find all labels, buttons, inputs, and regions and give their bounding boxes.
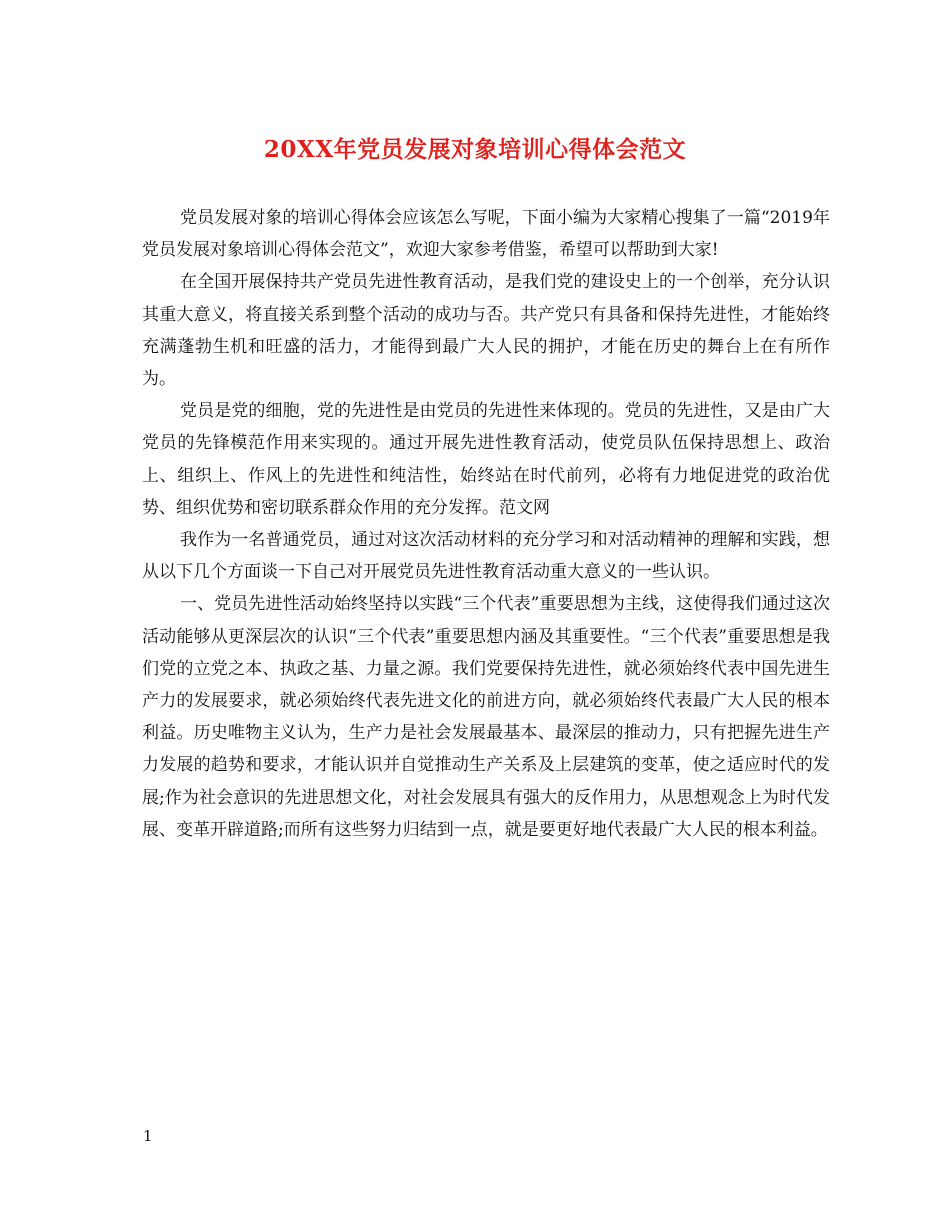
document-title: 20XX年党员发展对象培训心得体会范文 [263, 136, 687, 163]
paragraph-point-one: 一、党员先进性活动始终坚持以实践“三个代表”重要思想为主线，这使得我们通过这次活动能够从更深层次的认识“三个代表”重要思想内涵及其重要性。“三个代表”重要思想是我们党的立党之本、执政之基、力量之源。我们党要保持先进性，就必须始终代表中国先进生产力的发展要求，就必须始终代表先进文化的前进方向，就必须始终代表最广大人民的根本利益。历史唯物主义认为，生产力是社会发展最基本、最深层的推动力，只有把握先进生产力发展的趋势和要求，才能认识并自觉推动生产关系及上层建筑的变革，使之适应时代的发展;作为社会意识的先进思想文化，对社会发展具有强大的反作用力，从思想观念上为时代发展、变革开辟道路;而所有这些努力归结到一点，就是要更好地代表最广大人民的根本利益。 [142, 594, 830, 840]
paragraph-significance: 在全国开展保持共产党员先进性教育活动，是我们党的建设史上的一个创举，充分认识其重大意义，将直接关系到整个活动的成功与否。共产党只有具备和保持先进性，才能始终充满蓬勃生机和旺盛的活力，才能得到最广大人民的拥护，才能在历史的舞台上在有所作为。 [142, 272, 830, 390]
paragraph-party-members: 党员是党的细胞，党的先进性是由党员的先进性来体现的。党员的先进性，又是由广大党员的先锋模范作用来实现的。通过开展先进性教育活动，使党员队伍保持思想上、政治上、组织上、作风上的先进性和纯洁性，始终站在时代前列，必将有力地促进党的政治优势、组织优势和密切联系群众作用的充分发挥。范文网 [142, 401, 830, 518]
document-body [142, 202, 830, 846]
paragraph-intro: 党员发展对象的培训心得体会应该怎么写呢，下面小编为大家精心搜集了一篇“2019年党员发展对象培训心得体会范文”，欢迎大家参考借鉴，希望可以帮助到大家! [142, 208, 830, 261]
paragraph-personal-understanding: 我作为一名普通党员，通过对这次活动材料的充分学习和对活动精神的理解和实践，想从以下几个方面谈一下自己对开展党员先进性教育活动重大意义的一些认识。 [142, 530, 830, 583]
page-number: 1 [143, 1127, 153, 1145]
